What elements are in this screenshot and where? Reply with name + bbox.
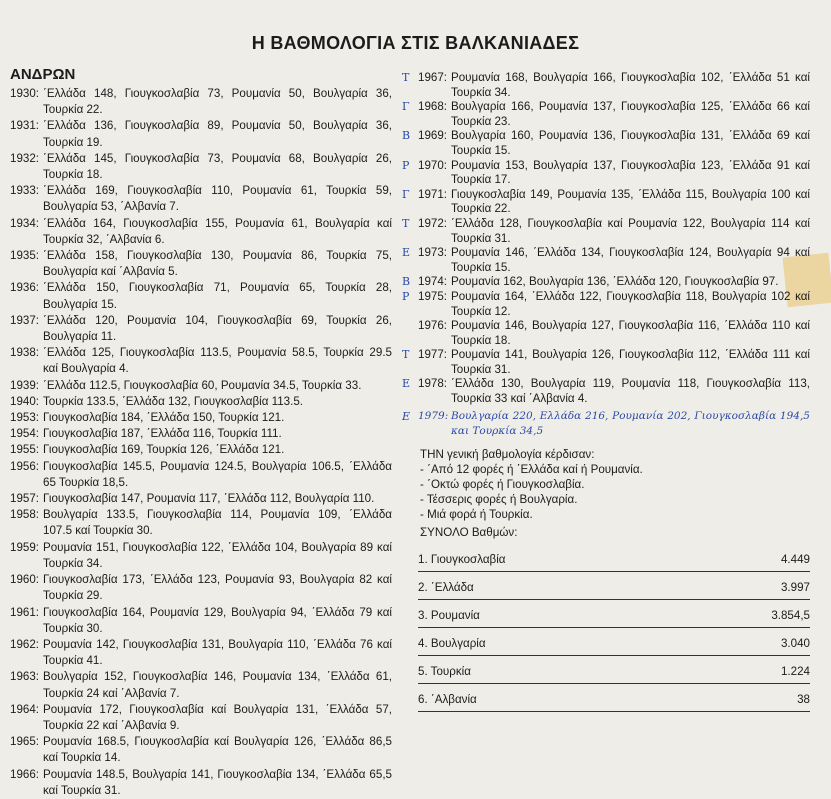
totals-row (418, 656, 810, 684)
country-name: 1. Γιουγκοσλαβία (418, 552, 506, 566)
result-entry (10, 118, 392, 150)
entry-text: Ρουμανία 146, Βουλγαρία 127, Γιουγκοσλαβία 116, ΄Ελλάδα 110 καί Τουρκία 18. (451, 319, 810, 347)
points-value: 1.224 (780, 664, 810, 678)
points-value: 3.854,5 (771, 608, 810, 622)
right-column (402, 71, 810, 712)
margin-mark: Ρ (402, 158, 410, 172)
result-entry (10, 280, 392, 312)
result-entry (10, 605, 392, 637)
margin-mark: Τ (402, 71, 410, 84)
entry-text: ΄Ελλάδα 150, Γιουγκοσλαβία 71, Ρουμανία 65, Τουρκία 28, Βουλγαρία 15. (43, 281, 392, 311)
entry-text: Βουλγαρία 152, Γιουγκοσλαβία 146, Ρουμανία 134, ΄Ελλάδα 61, Τουρκία 24 καί ΄Αλβανία 7. (43, 670, 392, 700)
entry-text: ΄Ελλάδα 158, Γιουγκοσλαβία 130, Ρουμανία 86, Τουρκία 75, Βουλγαρία καί ΄Αλβανία 5. (43, 249, 392, 279)
entry-year: 1974: (418, 275, 448, 289)
result-entry (402, 71, 810, 100)
country-name: 2. ΄Ελλάδα (418, 580, 474, 594)
entry-year: 1933: (10, 184, 40, 198)
points-value: 38 (797, 692, 810, 706)
entry-year: 1969: (418, 129, 448, 143)
entry-text: Ρουμανία 172, Γιουγκοσλαβία καί Βουλγαρία 131, ΄Ελλάδα 57, Τουρκία 22 καί ΄Αλβανία 9. (43, 702, 392, 732)
entry-text: Τουρκία 133.5, ΄Ελλάδα 132, Γιουγκοσλαβία 113.5. (43, 394, 303, 408)
result-entry (402, 246, 810, 275)
country-name: 5. Τουρκία (418, 664, 471, 678)
entry-text: ΄Ελλάδα 128, Γιουγκοσλαβία καί Ρουμανία 122, Βουλγαρία 114 καί Τουρκία 31. (451, 216, 810, 245)
entry-text: Ρουμανία 142, Γιουγκοσλαβία 131, Βουλγαρία 110, ΄Ελλάδα 76 καί Τουρκία 41. (43, 637, 392, 668)
entry-text: Ρουμανία 162, Βουλγαρία 136, ΄Ελλάδα 120, Γιουγκοσλαβία 97. (451, 275, 779, 289)
entry-text: Ρουμανία 148.5, Βουλγαρία 141, Γιουγκοσλαβία 134, ΄Ελλάδα 65,5 καί Τουρκία 31. (43, 767, 392, 797)
result-entry (402, 129, 810, 158)
totals-table (418, 544, 810, 712)
entry-text: Ρουμανία 151, Γιουγκοσλαβία 122, ΄Ελλάδα 104, Βουλγαρία 89 καί Τουρκία 34. (43, 540, 392, 570)
entry-year: 1959: (10, 540, 40, 554)
entry-text: Βουλγαρία 133.5, Γιουγκοσλαβία 114, Ρουμανία 109, ΄Ελλάδα 107.5 καί Τουρκία 30. (43, 508, 392, 538)
result-entry (10, 216, 392, 248)
entry-year: 1962: (10, 637, 40, 651)
margin-mark: Τ (402, 216, 410, 230)
entry-year: 1954: (10, 427, 40, 441)
entry-year: 1940: (10, 394, 40, 408)
entry-text: ΄Ελλάδα 120, Ρουμανία 104, Γιουγκοσλαβία 69, Τουρκία 26, Βουλγαρία 11. (43, 313, 392, 344)
margin-mark: Β (402, 275, 411, 289)
points-value: 4.449 (780, 552, 810, 566)
totals-label: ΣΥΝΟΛΟ Βαθμών: (420, 525, 518, 539)
points-value: 3.997 (780, 580, 810, 594)
margin-mark: Ε (402, 246, 411, 260)
result-entry (418, 319, 810, 348)
margin-mark: Γ (402, 100, 410, 114)
entry-year: 1939: (10, 378, 40, 392)
result-entry (402, 275, 810, 290)
summary-item: - Τέσσερις φορές ή Βουλγαρία. (420, 492, 578, 506)
margin-mark: Ε (402, 377, 411, 391)
entry-year: 1965: (10, 735, 40, 749)
entry-text: ΄Ελλάδα 169, Γιουγκοσλαβία 110, Ρουμανία 61, Τουρκία 59, Βουλγαρία 53, ΄Αλβανία 7. (43, 184, 392, 214)
summary-item: - Μιά φορά ή Τουρκία. (420, 507, 533, 521)
result-entry (10, 442, 392, 458)
entry-text: Γιουγκοσλαβία 173, ΄Ελλάδα 123, Ρουμανία 93, Βουλγαρία 82 καί Τουρκία 29. (43, 573, 392, 603)
result-entry (10, 410, 392, 426)
entry-year: 1978: (418, 377, 448, 391)
country-name: 3. Ρουμανία (418, 608, 480, 622)
entry-text: ΄Ελλάδα 164, Γιουγκοσλαβία 155, Ρουμανία 61, Βουλγαρία καί Τουρκία 32, ΄Αλβανία 6. (43, 216, 392, 246)
margin-mark: Β (402, 129, 411, 143)
result-entry (10, 572, 392, 604)
summary (418, 447, 810, 540)
result-entry (10, 426, 392, 442)
summary-heading: ΤΗΝ γενική βαθμολογία κέρδισαν: (420, 447, 595, 461)
result-entry (10, 540, 392, 572)
entry-text: Γιουγκοσλαβία 169, Τουρκία 126, ΄Ελλάδα 121. (43, 443, 285, 457)
result-entry (10, 151, 392, 183)
entry-text: Βουλγαρία 160, Ρουμανία 136, Γιουγκοσλαβία 131, ΄Ελλάδα 69 καί Τουρκία 15. (451, 129, 810, 157)
summary-item: - ΄Οκτώ φορές ή Γιουγκοσλαβία. (420, 477, 585, 491)
entry-year: 1934: (10, 216, 40, 230)
entry-year: 1966: (10, 767, 40, 781)
result-entry (402, 187, 810, 217)
result-entry (402, 289, 810, 319)
totals-row (418, 628, 810, 656)
entry-year: 1968: (418, 100, 448, 114)
entry-text: Γιουγκοσλαβία 164, Ρουμανία 129, Βουλγαρία 94, ΄Ελλάδα 79 καί Τουρκία 30. (43, 605, 392, 635)
entry-text: ΄Ελλάδα 136, Γιουγκοσλαβία 89, Ρουμανία 50, Βουλγαρία 36, Τουρκία 19. (43, 119, 392, 149)
result-entry (10, 637, 392, 669)
country-name: 4. Βουλγαρία (418, 636, 486, 650)
margin-mark: Τ (402, 348, 410, 362)
entry-text: ΄Ελλάδα 130, Βουλγαρία 119, Ρουμανία 118, Γιουγκοσλαβία 113, Τουρκία 33 καί ΄Αλβανία 4. (451, 377, 810, 406)
margin-mark: Γ (402, 187, 410, 201)
totals-row (418, 544, 810, 572)
entry-year: 1958: (10, 508, 40, 522)
totals-row (418, 684, 810, 712)
result-entry (402, 100, 810, 129)
entry-year: 1972: (418, 216, 448, 230)
entry-text: Ρουμανία 153, Βουλγαρία 137, Γιουγκοσλαβία 123, ΄Ελλάδα 91 καί Τουρκία 17. (451, 158, 810, 187)
result-entry (10, 734, 392, 766)
result-entry (10, 345, 392, 377)
points-value: 3.040 (780, 636, 810, 650)
entry-year: 1930: (10, 87, 40, 100)
result-entry (402, 348, 810, 377)
entry-year: 1977: (418, 348, 448, 362)
result-entry (10, 248, 392, 280)
entry-year: 1935: (10, 249, 40, 263)
entry-year: 1979: (418, 409, 449, 422)
entry-year: 1936: (10, 281, 40, 295)
entry-text: Βουλγαρία 220, Ελλάδα 216, Ρουμανία 202, Γιουγκοσλαβία 194,5 και Τουρκία 34,5 (451, 409, 810, 437)
entry-year: 1956: (10, 459, 40, 473)
entry-year: 1955: (10, 443, 40, 457)
entry-text: Γιουγκοσλαβία 149, Ρουμανία 135, ΄Ελλάδα 115, Βουλγαρία 100 καί Τουρκία 22. (451, 187, 810, 216)
entry-year: 1971: (418, 187, 448, 201)
totals-row (418, 572, 810, 600)
entry-text: Γιουγκοσλαβία 187, ΄Ελλάδα 116, Τουρκία 111. (43, 427, 282, 441)
result-entry (402, 216, 810, 246)
country-name: 6. ΄Αλβανία (418, 692, 477, 706)
result-entry (402, 377, 810, 406)
totals-row (418, 600, 810, 628)
result-entry (10, 313, 392, 345)
entry-text: ΄Ελλάδα 145, Γιουγκοσλαβία 73, Ρουμανία 68, Βουλγαρία 26, Τουρκία 18. (43, 151, 392, 182)
entry-year: 1932: (10, 151, 40, 165)
entry-text: Γιουγκοσλαβία 147, Ρουμανία 117, ΄Ελλάδα 112, Βουλγαρία 110. (43, 492, 375, 506)
entry-text: Βουλγαρία 166, Ρουμανία 137, Γιουγκοσλαβία 125, ΄Ελλάδα 66 καί Τουρκία 23. (451, 100, 810, 128)
page-title: Η ΒΑΘΜΟΛΟΓΙΑ ΣΤΙΣ ΒΑΛΚΑΝΙΑΔΕΣ (251, 33, 580, 53)
entry-year: 1957: (10, 492, 40, 506)
entry-year: 1931: (10, 119, 40, 133)
entry-year: 1960: (10, 573, 40, 587)
entry-year: 1976: (418, 319, 448, 333)
entry-text: Γιουγκοσλαβία 145.5, Ρουμανία 124.5, Βουλγαρία 106.5, ΄Ελλάδα 65 Τουρκία 18,5. (43, 459, 392, 489)
entry-year: 1961: (10, 605, 40, 619)
result-entry (10, 86, 392, 118)
entry-year: 1964: (10, 702, 40, 716)
entry-year: 1970: (418, 158, 448, 172)
entry-year: 1975: (418, 289, 448, 303)
result-entry (10, 507, 392, 539)
result-entry (10, 459, 392, 491)
result-entry (10, 394, 392, 410)
entry-text: ΄Ελλάδα 148, Γιουγκοσλαβία 73, Ρουμανία 50, Βουλγαρία 36, Τουρκία 22. (43, 87, 392, 117)
result-entry (10, 183, 392, 215)
entry-text: Ρουμανία 146, ΄Ελλάδα 134, Γιουγκοσλαβία 124, Βουλγαρία 94 καί Τουρκία 15. (451, 246, 810, 274)
entry-year: 1937: (10, 313, 40, 327)
entry-year: 1953: (10, 411, 40, 425)
result-entry (402, 158, 810, 188)
handwritten-entry-1979 (402, 409, 810, 439)
result-entry (10, 767, 392, 799)
entry-text: Ρουμανία 164, ΄Ελλάδα 122, Γιουγκοσλαβία 118, Βουλγαρία 102 καί Τουρκία 12. (451, 289, 810, 318)
entry-text: Ρουμανία 168, Βουλγαρία 166, Γιουγκοσλαβία 102, ΄Ελλάδα 51 καί Τουρκία 34. (451, 71, 810, 99)
entry-year: 1938: (10, 346, 40, 360)
section-heading: ΑΝΔΡΩΝ (10, 66, 76, 83)
margin-mark: Ρ (402, 289, 410, 303)
entry-year: 1963: (10, 670, 40, 684)
entry-text: Ρουμανία 141, Βουλγαρία 126, Γιουγκοσλαβία 112, ΄Ελλάδα 111 καί Τουρκία 31. (451, 348, 810, 376)
entry-text: Ρουμανία 168.5, Γιουγκοσλαβία καί Βουλγαρία 126, ΄Ελλάδα 86,5 καί Τουρκία 14. (43, 735, 392, 765)
entry-text: ΄Ελλάδα 112.5, Γιουγκοσλαβία 60, Ρουμανία 34.5, Τουρκία 33. (43, 378, 362, 392)
entry-year: 1973: (418, 246, 448, 260)
result-entry (10, 702, 392, 734)
summary-item: - ΄Από 12 φορές ή ΄Ελλάδα καί ή Ρουμανία. (420, 462, 643, 476)
entry-text: Γιουγκοσλαβία 184, ΄Ελλάδα 150, Τουρκία 121. (43, 411, 285, 425)
result-entry (10, 669, 392, 701)
left-column (10, 86, 392, 799)
entry-year: 1967: (418, 71, 448, 84)
result-entry (10, 491, 392, 507)
entry-text: ΄Ελλάδα 125, Γιουγκοσλαβία 113.5, Ρουμανία 58.5, Τουρκία 29.5 καί Βουλγαρία 4. (43, 346, 392, 376)
result-entry (10, 378, 392, 394)
margin-mark: Ε (402, 409, 411, 423)
